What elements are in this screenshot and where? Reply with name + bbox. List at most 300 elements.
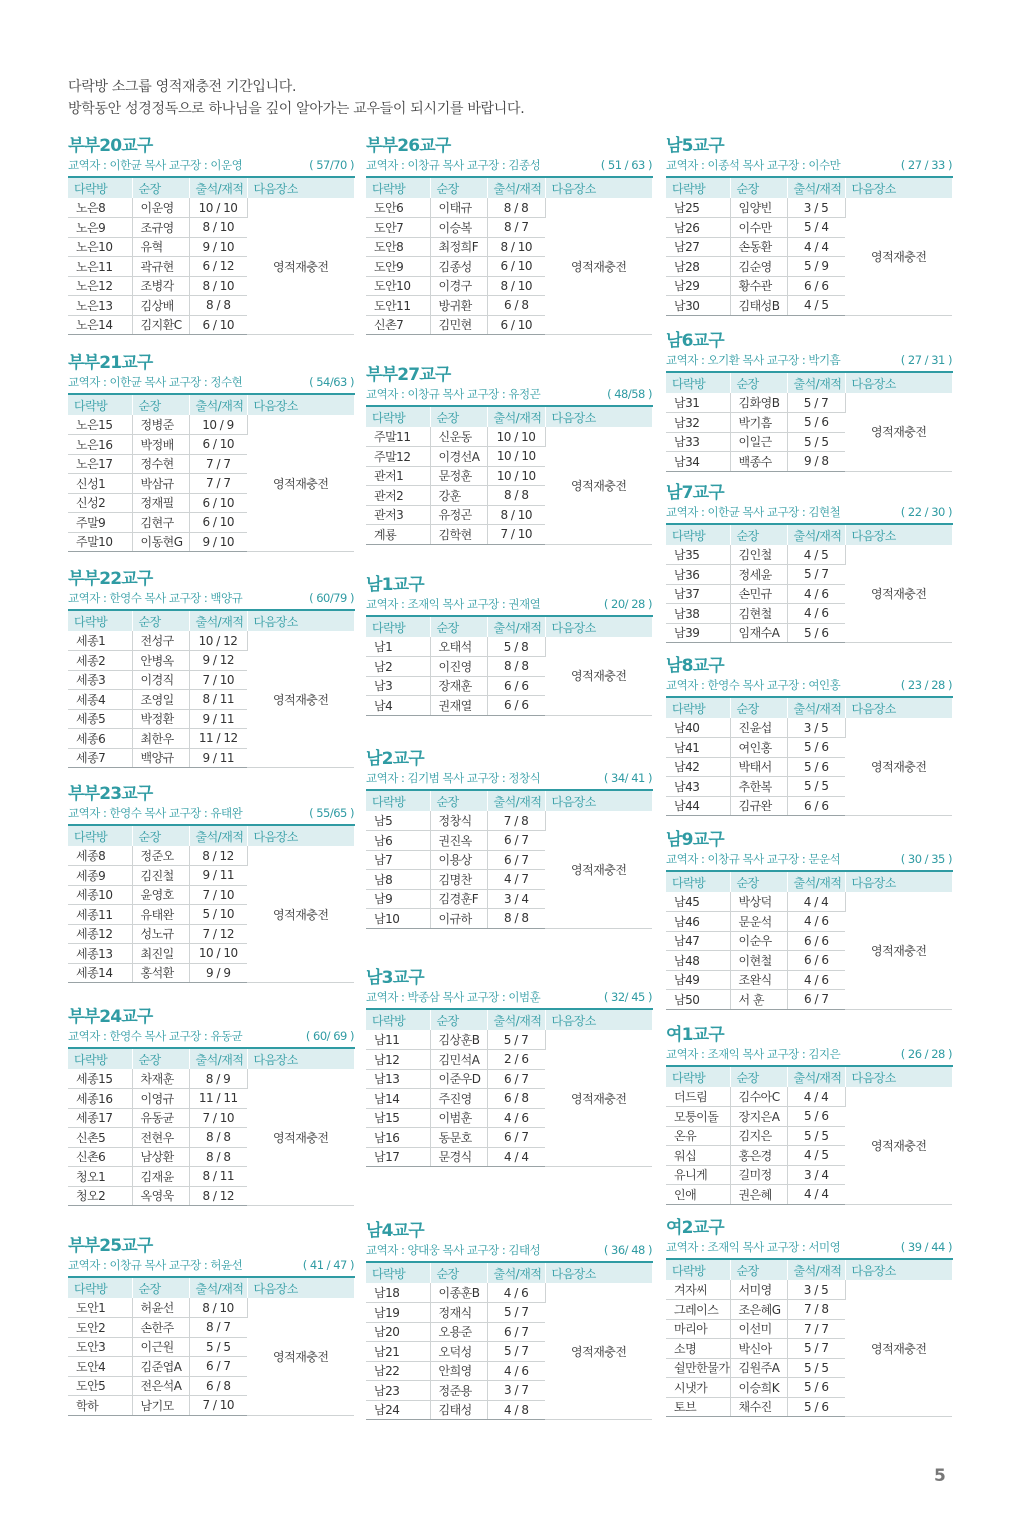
intro-line: 다락방 소그룹 영적재충전 기간입니다. — [68, 79, 297, 95]
room-name: 세종8 — [68, 846, 132, 866]
attendance-value: 8 / 10 — [487, 505, 545, 525]
district-staff: 교역자 : 한영수 목사 교구장 : 백양규 — [68, 591, 243, 605]
attendance-value: 8 / 8 — [487, 486, 545, 506]
attendance-value: 6 / 7 — [487, 1128, 545, 1148]
leader-name: 김태성 — [430, 1400, 487, 1420]
leader-name: 손민규 — [730, 584, 787, 604]
room-name: 노은8 — [68, 198, 132, 218]
room-name: 주말9 — [68, 513, 132, 533]
leader-name: 손한주 — [132, 1318, 189, 1338]
attendance-value: 9 / 11 — [189, 709, 247, 729]
room-name: 유니게 — [666, 1165, 730, 1185]
attendance-value: 8 / 12 — [189, 1186, 247, 1206]
next-place: 영적재충전 — [845, 892, 952, 1009]
header-room: 다락방 — [68, 610, 132, 631]
attendance-value: 8 / 8 — [189, 296, 247, 316]
leader-name: 임재수A — [730, 623, 787, 643]
district-total: ( 54/63 ) — [309, 375, 354, 389]
district-staff: 교역자 : 양대웅 목사 교구장 : 김태성 — [366, 1243, 541, 1257]
table-row — [366, 1283, 652, 1303]
room-name: 남30 — [666, 296, 730, 316]
district-staff: 교역자 : 이한균 목사 교구장 : 김현철 — [666, 505, 841, 519]
room-name: 남4 — [366, 696, 430, 716]
room-name: 남14 — [366, 1089, 430, 1109]
room-name: 남26 — [666, 218, 730, 238]
district-title: 부부20교구 — [68, 136, 153, 156]
header-attendance: 출석/재적 — [189, 825, 247, 846]
leader-name: 홍석환 — [132, 963, 189, 983]
attendance-value: 7 / 10 — [189, 1396, 247, 1416]
district-total: ( 34/ 41 ) — [603, 771, 652, 785]
leader-name: 문정훈 — [430, 466, 487, 486]
room-name: 도안6 — [366, 198, 430, 218]
room-name: 남49 — [666, 970, 730, 990]
district-total: ( 30 / 35 ) — [900, 852, 952, 866]
room-name: 노은17 — [68, 454, 132, 474]
table-row — [366, 637, 652, 657]
room-name: 남22 — [366, 1361, 430, 1381]
leader-name: 남기모 — [132, 1396, 189, 1416]
room-name: 남5 — [366, 811, 430, 831]
district-total: ( 60/ 69 ) — [305, 1029, 354, 1043]
leader-name: 옥영욱 — [132, 1186, 189, 1206]
leader-name: 박태서 — [730, 757, 787, 777]
table-row — [366, 1030, 652, 1050]
district-total: ( 57/70 ) — [309, 158, 354, 172]
attendance-value: 8 / 8 — [189, 1128, 247, 1148]
room-name: 남36 — [666, 565, 730, 585]
attendance-value: 8 / 10 — [189, 276, 247, 296]
attendance-value: 7 / 8 — [487, 811, 545, 831]
header-next-place: 다음장소 — [845, 871, 952, 892]
leader-name: 이범훈 — [430, 1108, 487, 1128]
district-table — [666, 176, 953, 316]
attendance-value: 3 / 5 — [787, 718, 845, 738]
leader-name: 장지은A — [730, 1107, 787, 1127]
leader-name: 조규영 — [132, 218, 189, 238]
room-name: 노은9 — [68, 218, 132, 238]
header-room: 다락방 — [366, 1009, 430, 1030]
header-attendance: 출석/재적 — [487, 406, 545, 427]
room-name: 남37 — [666, 584, 730, 604]
table-row — [68, 198, 354, 218]
district-title: 남6교구 — [666, 331, 724, 351]
leader-name: 김명찬 — [430, 870, 487, 890]
district-block — [68, 784, 354, 983]
room-name: 세종7 — [68, 748, 132, 768]
room-name: 워십 — [666, 1146, 730, 1166]
attendance-value: 8 / 10 — [189, 1298, 247, 1318]
attendance-value: 4 / 4 — [787, 1185, 845, 1205]
room-name: 겨자씨 — [666, 1280, 730, 1300]
leader-name: 박신아 — [730, 1339, 787, 1359]
attendance-value: 6 / 10 — [487, 257, 545, 277]
attendance-value: 5 / 6 — [787, 757, 845, 777]
attendance-value: 8 / 9 — [189, 1069, 247, 1089]
header-leader: 순장 — [730, 871, 787, 892]
header-next-place: 다음장소 — [845, 1259, 952, 1280]
room-name: 신성1 — [68, 474, 132, 494]
attendance-value: 4 / 6 — [487, 1361, 545, 1381]
attendance-value: 6 / 10 — [487, 315, 545, 335]
attendance-value: 5 / 7 — [787, 393, 845, 413]
attendance-value: 9 / 8 — [787, 452, 845, 472]
room-name: 세종4 — [68, 690, 132, 710]
room-name: 도안11 — [366, 296, 430, 316]
room-name: 신촌5 — [68, 1128, 132, 1148]
header-room: 다락방 — [68, 1048, 132, 1069]
district-table — [666, 523, 953, 643]
table-row — [666, 1087, 952, 1107]
district-table — [666, 870, 953, 1010]
leader-name: 조완식 — [730, 970, 787, 990]
room-name: 남17 — [366, 1147, 430, 1167]
district-info — [666, 504, 952, 520]
district-staff: 교역자 : 이창규 목사 교구장 : 허윤선 — [68, 1258, 243, 1272]
room-name: 남33 — [666, 432, 730, 452]
district-total: ( 60/79 ) — [309, 591, 354, 605]
room-name: 남46 — [666, 912, 730, 932]
header-next-place: 다음장소 — [247, 1048, 354, 1069]
attendance-value: 5 / 5 — [787, 1358, 845, 1378]
room-name: 남9 — [366, 889, 430, 909]
attendance-value: 4 / 8 — [487, 1400, 545, 1420]
attendance-value: 5 / 5 — [787, 1126, 845, 1146]
district-block — [68, 1236, 354, 1416]
district-total: ( 55/65 ) — [309, 806, 354, 820]
header-attendance: 출석/재적 — [787, 1066, 845, 1087]
attendance-value: 10 / 12 — [189, 631, 247, 651]
room-name: 인애 — [666, 1185, 730, 1205]
attendance-value: 9 / 12 — [189, 651, 247, 671]
room-name: 남10 — [366, 909, 430, 929]
room-name: 학하 — [68, 1396, 132, 1416]
header-leader: 순장 — [730, 1259, 787, 1280]
table-row — [68, 1069, 354, 1089]
leader-name: 전현우 — [132, 1128, 189, 1148]
district-block — [68, 1007, 354, 1206]
header-leader: 순장 — [730, 177, 787, 198]
leader-name: 오덕성 — [430, 1342, 487, 1362]
district-total: ( 27 / 33 ) — [900, 158, 952, 172]
room-name: 남44 — [666, 796, 730, 816]
leader-name: 박기흠 — [730, 413, 787, 433]
room-name: 남23 — [366, 1381, 430, 1401]
district-title: 부부26교구 — [366, 136, 451, 156]
district-staff: 교역자 : 이창규 목사 교구장 : 김종성 — [366, 158, 541, 172]
header-leader: 순장 — [730, 697, 787, 718]
room-name: 남43 — [666, 777, 730, 797]
header-next-place: 다음장소 — [247, 610, 354, 631]
leader-name: 정수현 — [132, 454, 189, 474]
attendance-value: 8 / 10 — [189, 218, 247, 238]
room-name: 주말10 — [68, 532, 132, 552]
attendance-value: 6 / 10 — [189, 315, 247, 335]
attendance-value: 7 / 10 — [189, 885, 247, 905]
room-name: 주말12 — [366, 447, 430, 467]
district-table — [68, 1276, 355, 1416]
district-info — [366, 770, 652, 786]
table-row — [666, 198, 952, 218]
district-block — [666, 331, 952, 472]
leader-name: 김진철 — [132, 866, 189, 886]
room-name: 남31 — [666, 393, 730, 413]
district-title: 남9교구 — [666, 830, 724, 850]
next-place: 영적재충전 — [845, 1280, 952, 1417]
attendance-value: 5 / 6 — [787, 1107, 845, 1127]
district-staff: 교역자 : 조재익 목사 교구장 : 서미영 — [666, 1240, 841, 1254]
room-name: 남16 — [366, 1128, 430, 1148]
leader-name: 김규완 — [730, 796, 787, 816]
header-attendance: 출석/재적 — [787, 1259, 845, 1280]
leader-name: 이승복 — [430, 218, 487, 238]
header-room: 다락방 — [666, 871, 730, 892]
attendance-value: 10 / 10 — [487, 427, 545, 447]
room-name: 마리아 — [666, 1319, 730, 1339]
attendance-value: 3 / 4 — [787, 1165, 845, 1185]
next-place: 영적재충전 — [247, 415, 354, 552]
leader-name: 백양규 — [132, 748, 189, 768]
header-leader: 순장 — [730, 524, 787, 545]
room-name: 도안3 — [68, 1337, 132, 1357]
attendance-value: 6 / 6 — [787, 276, 845, 296]
table-row — [366, 811, 652, 831]
leader-name: 강훈 — [430, 486, 487, 506]
attendance-value: 7 / 7 — [189, 454, 247, 474]
room-name: 남45 — [666, 892, 730, 912]
table-row — [68, 846, 354, 866]
header-room: 다락방 — [68, 825, 132, 846]
leader-name: 이승희K — [730, 1378, 787, 1398]
header-room: 다락방 — [366, 1262, 430, 1283]
room-name: 세종11 — [68, 905, 132, 925]
leader-name: 조병각 — [132, 276, 189, 296]
room-name: 남19 — [366, 1303, 430, 1323]
leader-name: 유정곤 — [430, 505, 487, 525]
district-title: 남4교구 — [366, 1221, 424, 1241]
header-room: 다락방 — [366, 177, 430, 198]
district-title: 부부23교구 — [68, 784, 153, 804]
leader-name: 김태성B — [730, 296, 787, 316]
attendance-value: 4 / 4 — [787, 237, 845, 257]
attendance-value: 5 / 7 — [787, 1339, 845, 1359]
attendance-value: 6 / 7 — [487, 1069, 545, 1089]
attendance-value: 3 / 5 — [787, 1280, 845, 1300]
attendance-value: 6 / 7 — [189, 1357, 247, 1377]
district-total: ( 23 / 28 ) — [900, 678, 952, 692]
room-name: 남18 — [366, 1283, 430, 1303]
leader-name: 최정희F — [430, 237, 487, 257]
district-total: ( 26 / 28 ) — [900, 1047, 952, 1061]
leader-name: 박상덕 — [730, 892, 787, 912]
header-next-place: 다음장소 — [247, 177, 354, 198]
district-title: 남3교구 — [366, 968, 424, 988]
leader-name: 김현철 — [730, 604, 787, 624]
leader-name: 김종성 — [430, 257, 487, 277]
leader-name: 권재열 — [430, 696, 487, 716]
district-staff: 교역자 : 조재익 목사 교구장 : 김지은 — [666, 1047, 841, 1061]
room-name: 노은14 — [68, 315, 132, 335]
district-info — [68, 1028, 354, 1044]
header-room: 다락방 — [366, 616, 430, 637]
attendance-value: 4 / 4 — [487, 1147, 545, 1167]
room-name: 세종16 — [68, 1089, 132, 1109]
attendance-value: 6 / 8 — [487, 296, 545, 316]
attendance-value: 6 / 8 — [189, 1376, 247, 1396]
attendance-value: 7 / 12 — [189, 924, 247, 944]
room-name: 도안8 — [366, 237, 430, 257]
leader-name: 이근원 — [132, 1337, 189, 1357]
leader-name: 조은혜G — [730, 1300, 787, 1320]
room-name: 토브 — [666, 1397, 730, 1417]
district-title: 부부22교구 — [68, 569, 153, 589]
district-block — [68, 136, 354, 335]
room-name: 관저3 — [366, 505, 430, 525]
next-place: 영적재충전 — [845, 545, 952, 643]
room-name: 세종12 — [68, 924, 132, 944]
attendance-value: 6 / 7 — [487, 1322, 545, 1342]
room-name: 남2 — [366, 657, 430, 677]
district-info — [366, 989, 652, 1005]
leader-name: 이종훈B — [430, 1283, 487, 1303]
leader-name: 남상환 — [132, 1147, 189, 1167]
header-attendance: 출석/재적 — [787, 372, 845, 393]
leader-name: 유동균 — [132, 1108, 189, 1128]
leader-name: 오용준 — [430, 1322, 487, 1342]
header-room: 다락방 — [68, 1277, 132, 1298]
header-leader: 순장 — [132, 825, 189, 846]
attendance-value: 4 / 6 — [787, 604, 845, 624]
leader-name: 이태규 — [430, 198, 487, 218]
room-name: 도안1 — [68, 1298, 132, 1318]
leader-name: 곽규현 — [132, 257, 189, 277]
leader-name: 김순영 — [730, 257, 787, 277]
district-title: 부부25교구 — [68, 1236, 153, 1256]
leader-name: 이규하 — [430, 909, 487, 929]
attendance-value: 4 / 5 — [787, 545, 845, 565]
district-block — [366, 136, 652, 335]
district-total: ( 48/58 ) — [607, 387, 652, 401]
leader-name: 박정환 — [132, 709, 189, 729]
leader-name: 동문호 — [430, 1128, 487, 1148]
district-staff: 교역자 : 박종삼 목사 교구장 : 이범훈 — [366, 990, 541, 1004]
leader-name: 이경직 — [132, 670, 189, 690]
leader-name: 전은석A — [132, 1376, 189, 1396]
district-info — [68, 590, 354, 606]
leader-name: 이순우 — [730, 931, 787, 951]
attendance-value: 5 / 5 — [787, 432, 845, 452]
attendance-value: 8 / 12 — [189, 846, 247, 866]
room-name: 청오1 — [68, 1167, 132, 1187]
attendance-value: 8 / 10 — [487, 276, 545, 296]
room-name: 남12 — [366, 1050, 430, 1070]
room-name: 더드림 — [666, 1087, 730, 1107]
district-title: 부부27교구 — [366, 365, 451, 385]
header-leader: 순장 — [430, 616, 487, 637]
district-staff: 교역자 : 조재익 목사 교구장 : 권재열 — [366, 597, 541, 611]
attendance-value: 4 / 7 — [487, 870, 545, 890]
district-info — [666, 352, 952, 368]
district-staff: 교역자 : 이창규 목사 교구장 : 유정곤 — [366, 387, 541, 401]
header-room: 다락방 — [666, 177, 730, 198]
attendance-value: 6 / 7 — [787, 990, 845, 1010]
leader-name: 길미정 — [730, 1165, 787, 1185]
header-leader: 순장 — [430, 1262, 487, 1283]
room-name: 세종2 — [68, 651, 132, 671]
attendance-value: 6 / 6 — [487, 676, 545, 696]
next-place: 영적재충전 — [545, 427, 652, 544]
attendance-value: 4 / 4 — [787, 1087, 845, 1107]
leader-name: 손동환 — [730, 237, 787, 257]
leader-name: 주진영 — [430, 1089, 487, 1109]
attendance-value: 11 / 11 — [189, 1089, 247, 1109]
room-name: 남24 — [366, 1400, 430, 1420]
header-attendance: 출석/재적 — [787, 871, 845, 892]
room-name: 남13 — [366, 1069, 430, 1089]
room-name: 남38 — [666, 604, 730, 624]
district-info — [366, 1242, 652, 1258]
district-staff: 교역자 : 이한균 목사 교구장 : 이운영 — [68, 158, 243, 172]
header-room: 다락방 — [68, 177, 132, 198]
attendance-value: 5 / 7 — [487, 1303, 545, 1323]
district-table — [68, 824, 355, 983]
header-room: 다락방 — [666, 1259, 730, 1280]
leader-name: 정재식 — [430, 1303, 487, 1323]
room-name: 남25 — [666, 198, 730, 218]
leader-name: 정재필 — [132, 493, 189, 513]
room-name: 도안7 — [366, 218, 430, 238]
room-name: 세종5 — [68, 709, 132, 729]
attendance-value: 6 / 6 — [787, 931, 845, 951]
attendance-value: 6 / 7 — [487, 850, 545, 870]
district-info — [366, 157, 652, 173]
attendance-value: 9 / 9 — [189, 963, 247, 983]
attendance-value: 6 / 7 — [487, 831, 545, 851]
attendance-value: 6 / 8 — [487, 1089, 545, 1109]
district-block — [366, 1221, 652, 1420]
room-name: 세종9 — [68, 866, 132, 886]
attendance-value: 5 / 6 — [787, 1397, 845, 1417]
attendance-value: 3 / 4 — [487, 889, 545, 909]
next-place: 영적재충전 — [247, 631, 354, 768]
room-name: 남29 — [666, 276, 730, 296]
district-title: 남2교구 — [366, 749, 424, 769]
district-total: ( 39 / 44 ) — [900, 1240, 952, 1254]
leader-name: 김지은 — [730, 1126, 787, 1146]
leader-name: 이일근 — [730, 432, 787, 452]
attendance-value: 7 / 10 — [189, 670, 247, 690]
leader-name: 김학현 — [430, 525, 487, 545]
room-name: 남27 — [666, 237, 730, 257]
room-name: 남20 — [366, 1322, 430, 1342]
room-name: 남8 — [366, 870, 430, 890]
leader-name: 박삼규 — [132, 474, 189, 494]
attendance-value: 8 / 8 — [487, 198, 545, 218]
leader-name: 유태완 — [132, 905, 189, 925]
leader-name: 최진일 — [132, 944, 189, 964]
leader-name: 이진영 — [430, 657, 487, 677]
district-info — [366, 386, 652, 402]
leader-name: 최한우 — [132, 729, 189, 749]
leader-name: 권진옥 — [430, 831, 487, 851]
district-title: 부부24교구 — [68, 1007, 153, 1027]
district-block — [666, 830, 952, 1010]
header-leader: 순장 — [730, 1066, 787, 1087]
header-attendance: 출석/재적 — [189, 177, 247, 198]
header-attendance: 출석/재적 — [189, 1048, 247, 1069]
header-leader: 순장 — [430, 790, 487, 811]
leader-name: 문운석 — [730, 912, 787, 932]
